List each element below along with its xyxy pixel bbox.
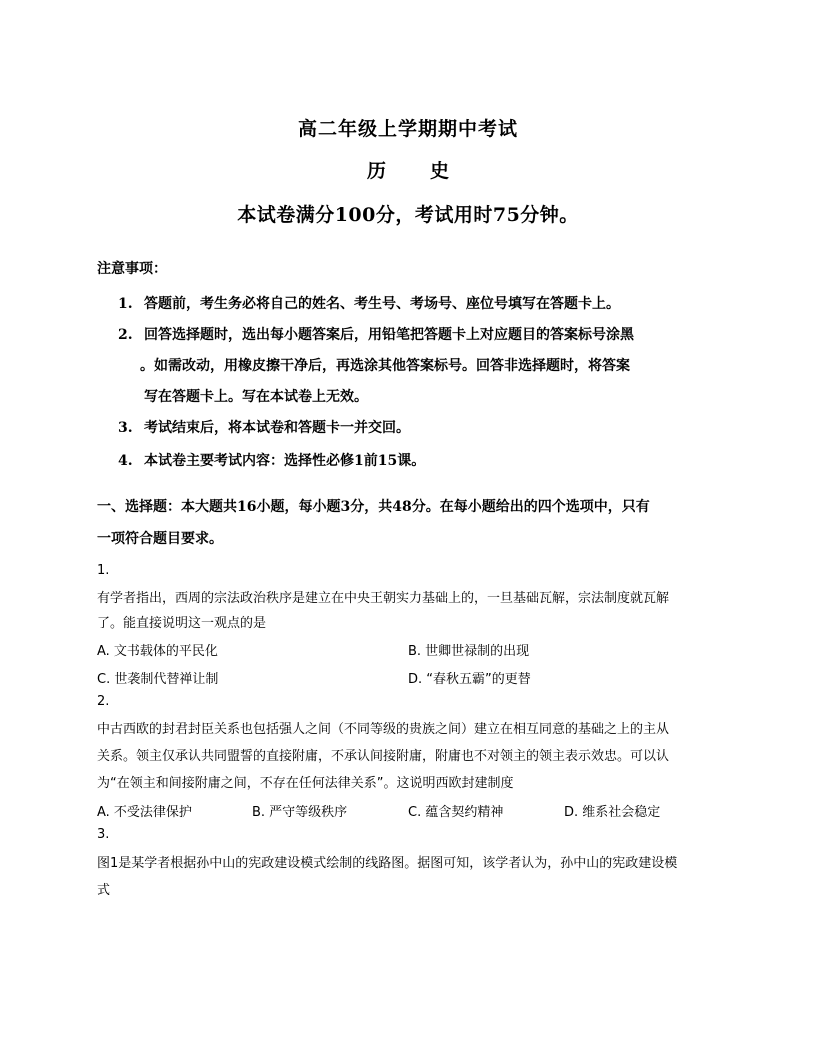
subject-char-2: 史 [430, 160, 450, 182]
section-heading: 一、选择题：本大题共16小题，每小题3分，共48分。在每小题给出的四个选项中，只有 [97, 499, 650, 515]
question-number: 2. [97, 694, 110, 709]
question-text: 了。能直接说明这一观点的是 [97, 616, 267, 631]
subject-char-1: 历 [366, 160, 386, 182]
question-text: 关系。领主仅承认共同盟誓的直接附庸，不承认间接附庸，附庸也不对领主的领主表示效忠。可以认 [97, 749, 670, 764]
option-b: B. 世卿世禄制的出现 [408, 644, 530, 659]
question-text: 中古西欧的封君封臣关系也包括强人之间（不同等级的贵族之间）建立在相互同意的基础之上的主从 [97, 722, 670, 737]
option-b: B. 严守等级秩序 [252, 805, 348, 820]
notice-item: 1. 答题前，考生务必将自己的姓名、考生号、考场号、座位号填写在答题卡上。 [118, 296, 620, 312]
option-d: D. “春秋五霸”的更替 [408, 672, 531, 687]
question-text: 有学者指出，西周的宗法政治秩序是建立在中央王朝实力基础上的，一旦基础瓦解，宗法制度就瓦解 [97, 591, 670, 606]
option-c: C. 世袭制代替禅让制 [97, 672, 219, 687]
notice-item: 4. 本试卷主要考试内容：选择性必修1前15课。 [118, 453, 426, 469]
question-number: 3. [97, 827, 110, 842]
question-text: 为“在领主和间接附庸之间，不存在任何法律关系”。这说明西欧封建制度 [97, 776, 514, 791]
question-number: 1. [97, 563, 110, 578]
notice-item: 2. 回答选择题时，选出每小题答案后，用铅笔把答题卡上对应题目的答案标号涂黑 [118, 327, 634, 343]
question-text: 图1是某学者根据孙中山的宪政建设模式绘制的线路图。据图可知，该学者认为，孙中山的宪政建设模 [97, 856, 678, 871]
notice-item-continuation: 写在答题卡上。写在本试卷上无效。 [144, 389, 368, 405]
option-c: C. 蕴含契约精神 [408, 805, 504, 820]
option-d: D. 维系社会稳定 [564, 805, 661, 820]
notice-item: 3. 考试结束后，将本试卷和答题卡一并交回。 [118, 420, 410, 436]
exam-title: 高二年级上学期期中考试 [297, 118, 518, 140]
exam-info: 本试卷满分100分，考试用时75分钟。 [237, 204, 579, 226]
subject-title [0, 156, 816, 183]
option-a: A. 不受法律保护 [97, 805, 192, 820]
notice-heading: 注意事项： [97, 261, 167, 277]
option-a: A. 文书载体的平民化 [97, 644, 218, 659]
section-heading-continuation: 一项符合题目要求。 [97, 531, 223, 547]
notice-item-continuation: 。如需改动，用橡皮擦干净后，再选涂其他答案标号。回答非选择题时，将答案 [140, 358, 630, 374]
question-text: 式 [97, 883, 111, 898]
